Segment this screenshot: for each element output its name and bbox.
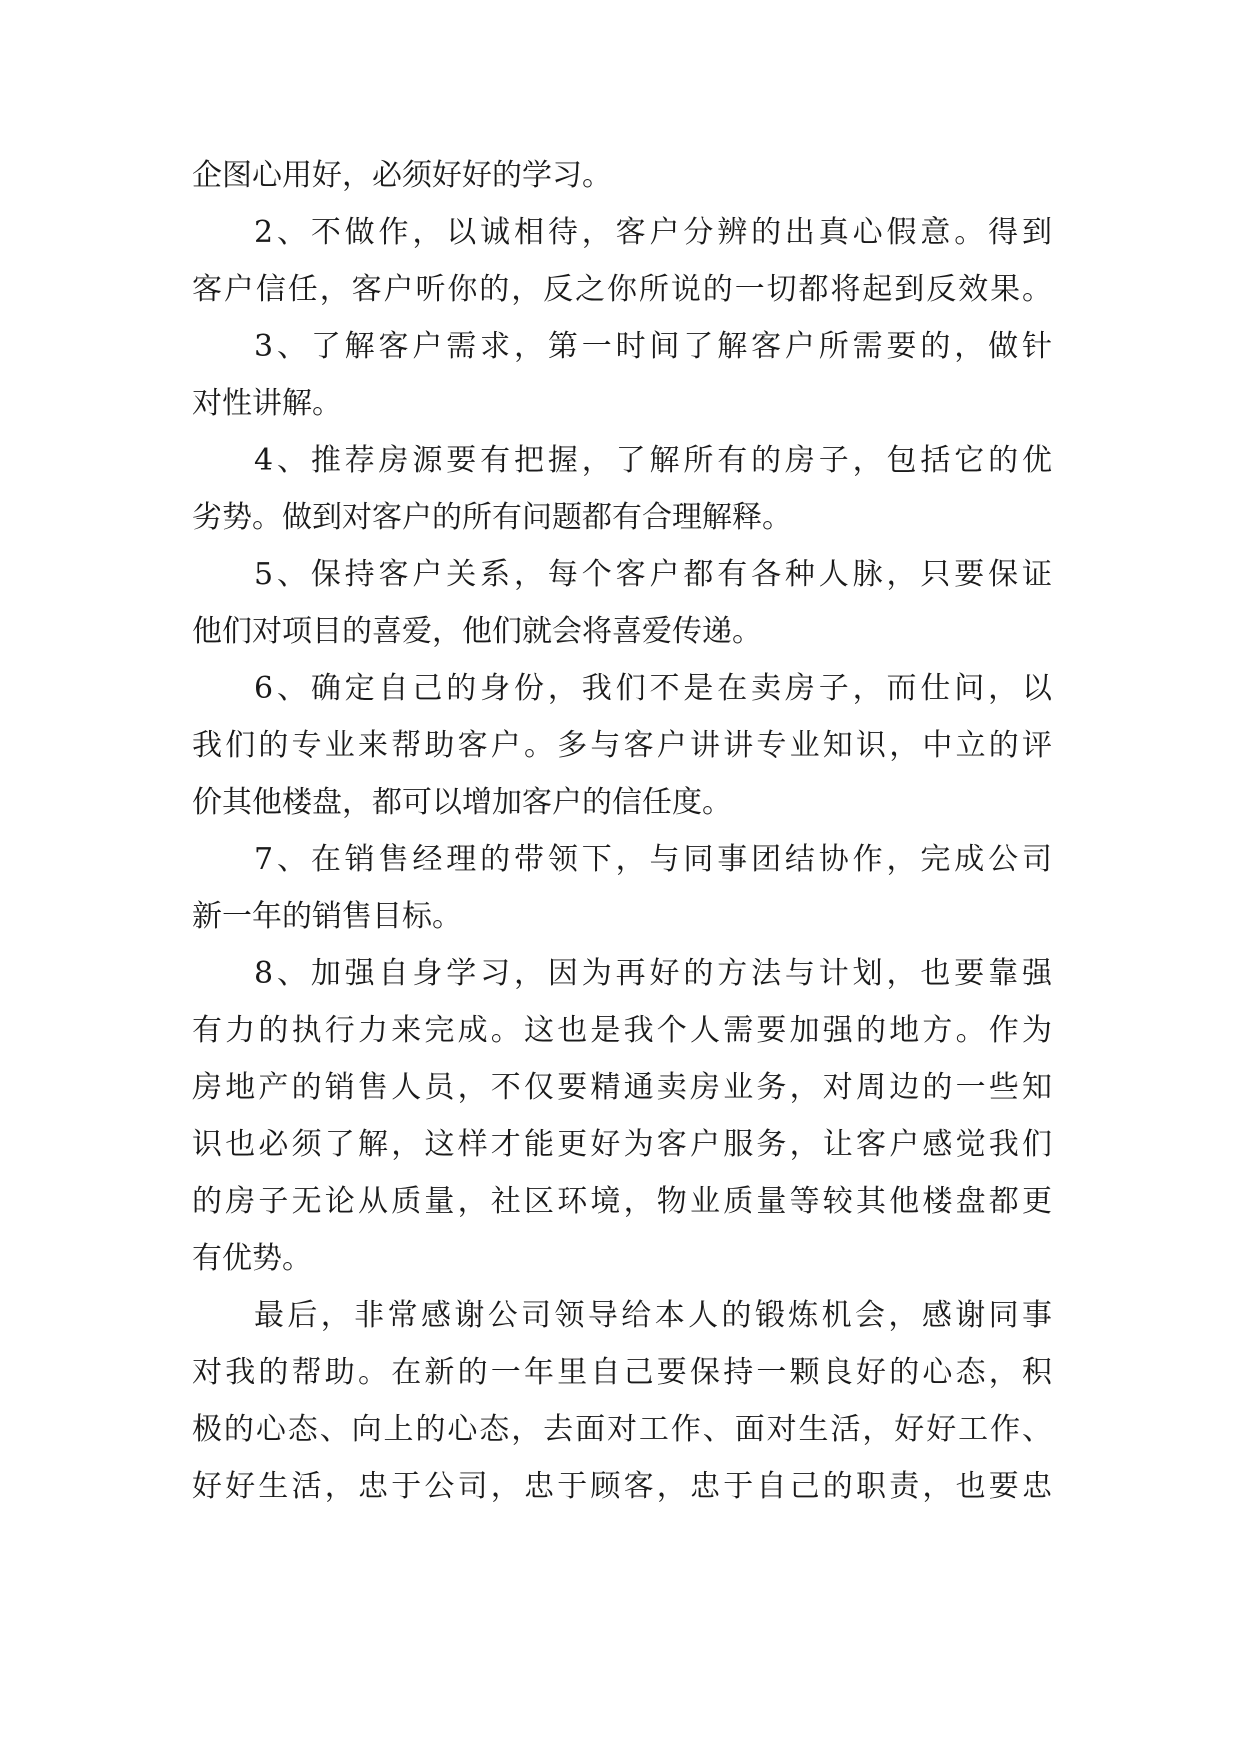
text-line-closing: 最后，非常感谢公司领导给本人的锻炼机会，感谢同事: [254, 1298, 1052, 1333]
text-line: 我们的专业来帮助客户。多与客户讲讲专业知识，中立的评: [192, 728, 1052, 763]
text-line-item-8: 8、加强自身学习，因为再好的方法与计划，也要靠强: [254, 956, 1052, 991]
text-line: 他们对项目的喜爱，他们就会将喜爱传递。: [192, 614, 762, 649]
text-line: 识也必须了解，这样才能更好为客户服务，让客户感觉我们: [192, 1127, 1052, 1162]
text-line: 对我的帮助。在新的一年里自己要保持一颗良好的心态，积: [192, 1355, 1052, 1390]
text-line: 的房子无论从质量，社区环境，物业质量等较其他楼盘都更: [192, 1184, 1052, 1219]
text-line: 好好生活，忠于公司，忠于顾客，忠于自己的职责，也要忠: [192, 1469, 1052, 1504]
text-line-item-2: 2、不做作，以诚相待，客户分辨的出真心假意。得到: [254, 215, 1052, 250]
text-line-item-5: 5、保持客户关系，每个客户都有各种人脉，只要保证: [254, 557, 1052, 592]
text-line: 劣势。做到对客户的所有问题都有合理解释。: [192, 500, 792, 535]
text-line-item-6: 6、确定自己的身份，我们不是在卖房子，而仕问，以: [254, 671, 1052, 706]
text-line: 极的心态、向上的心态，去面对工作、面对生活，好好工作、: [192, 1412, 1052, 1447]
text-line: 对性讲解。: [192, 386, 342, 421]
text-line: 新一年的销售目标。: [192, 899, 462, 934]
text-line: 客户信任，客户听你的，反之你所说的一切都将起到反效果。: [192, 272, 1052, 307]
text-line: 企图心用好，必须好好的学习。: [192, 158, 612, 193]
text-line: 价其他楼盘，都可以增加客户的信任度。: [192, 785, 732, 820]
text-line: 房地产的销售人员，不仅要精通卖房业务，对周边的一些知: [192, 1070, 1052, 1105]
text-line-item-7: 7、在销售经理的带领下，与同事团结协作，完成公司: [254, 842, 1052, 877]
text-line-item-4: 4、推荐房源要有把握，了解所有的房子，包括它的优: [254, 443, 1052, 478]
text-line-item-3: 3、了解客户需求，第一时间了解客户所需要的，做针: [254, 329, 1052, 364]
text-line: 有力的执行力来完成。这也是我个人需要加强的地方。作为: [192, 1013, 1052, 1048]
text-line: 有优势。: [192, 1241, 312, 1276]
